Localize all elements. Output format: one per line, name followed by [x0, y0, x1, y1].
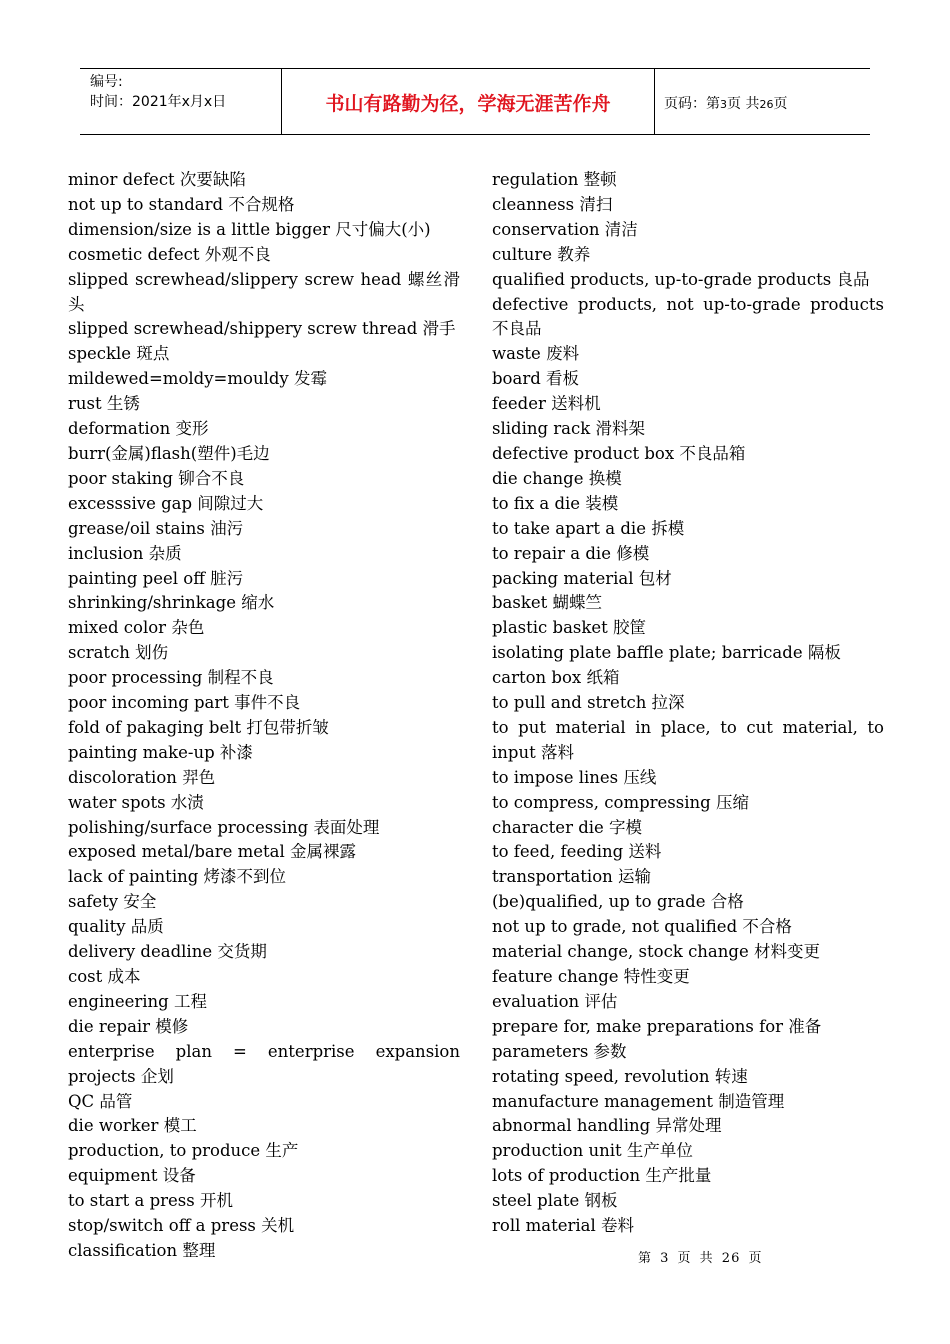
glossary-entry: to compress, compressing 压缩 — [492, 792, 749, 812]
glossary-entry: production, to produce 生产 — [68, 1141, 299, 1161]
glossary-entry: culture 教养 — [492, 244, 591, 264]
glossary-entry: defective product box 不良品箱 — [492, 443, 746, 463]
header-page-number — [664, 93, 787, 113]
glossary-entry: quality 品质 — [68, 917, 164, 937]
glossary-entry: sliding rack 滑料架 — [492, 419, 646, 439]
header-motto: 书山有路勤为径，学海无涯苦作舟 — [325, 93, 611, 115]
glossary-entry: painting peel off 脏污 — [68, 568, 244, 588]
glossary-entry: enterprise plan = enterprise expansion projects 企划 — [68, 1041, 460, 1086]
page-prefix: 页码：第 — [664, 96, 720, 112]
glossary-entry: production unit 生产单位 — [492, 1141, 693, 1161]
glossary-entry: roll material 卷料 — [492, 1216, 635, 1236]
glossary-entry: scratch 划伤 — [68, 643, 169, 663]
glossary-entry: character die 字模 — [492, 817, 643, 837]
glossary-entry: water spots 水渍 — [68, 792, 204, 812]
glossary-entry: slipped screwhead/slippery screw head 螺丝滑头 — [68, 269, 460, 314]
glossary-entry: cleanness 清扫 — [492, 194, 613, 214]
glossary-entry: die change 换模 — [492, 468, 622, 488]
glossary-entry: steel plate 钢板 — [492, 1191, 618, 1211]
glossary-entry: classification 整理 — [68, 1240, 216, 1260]
glossary-entry: stop/switch off a press 关机 — [68, 1216, 295, 1236]
glossary-entry: feature change 特性变更 — [492, 967, 690, 986]
header-divider — [654, 69, 655, 135]
glossary-entry: mildewed=moldy=mouldy 发霉 — [68, 369, 327, 389]
glossary-entry: rotating speed, revolution 转速 — [492, 1066, 748, 1086]
glossary-entry: material change, stock change 材料变更 — [492, 942, 820, 962]
glossary-entry: qualified products, up-to-grade products 良品 — [492, 269, 870, 289]
glossary-entry: to feed, feeding 送料 — [492, 842, 662, 862]
glossary-entry: to impose lines 压线 — [492, 767, 657, 787]
glossary-entry: poor processing 制程不良 — [68, 668, 274, 688]
glossary-entry: die worker 模工 — [68, 1116, 197, 1136]
glossary-entry: board 看板 — [492, 369, 580, 389]
glossary-entry: deformation 变形 — [68, 419, 209, 439]
glossary-entry: to fix a die 装模 — [492, 493, 619, 513]
glossary-entry: prepare for, make preparations for 准备 — [492, 1016, 822, 1036]
glossary-entry: poor incoming part 事件不良 — [68, 693, 301, 713]
glossary-entry: polishing/surface processing 表面处理 — [68, 817, 380, 837]
glossary-entry: speckle 斑点 — [68, 344, 170, 364]
glossary-entry: plastic basket 胶筐 — [492, 618, 647, 638]
glossary-entry: transportation 运输 — [492, 867, 652, 887]
glossary-entry: excesssive gap 间隙过大 — [68, 493, 264, 513]
glossary-entry: discoloration 羿色 — [68, 767, 216, 787]
glossary-entry: painting make-up 补漆 — [68, 742, 253, 762]
glossary-right-column — [492, 168, 884, 1239]
glossary-entry: to repair a die 修模 — [492, 543, 650, 563]
glossary-entry: engineering 工程 — [68, 991, 207, 1011]
glossary-entry: cosmetic defect 外观不良 — [68, 244, 271, 264]
glossary-entry: carton box 纸箱 — [492, 668, 620, 688]
glossary-entry: slipped screwhead/shippery screw thread 滑手 — [68, 319, 456, 339]
page-current: 3 — [720, 98, 727, 111]
glossary-entry: minor defect 次要缺陷 — [68, 170, 246, 189]
glossary-entry: parameters 参数 — [492, 1041, 627, 1061]
glossary-entry: abnormal handling 异常处理 — [492, 1116, 722, 1136]
glossary-entry: to pull and stretch 拉深 — [492, 693, 685, 713]
glossary-entry: feeder 送料机 — [492, 394, 601, 414]
glossary-entry: fold of pakaging belt 打包带折皱 — [68, 717, 329, 737]
glossary-entry: (be)qualified, up to grade 合格 — [492, 892, 744, 912]
glossary-entry: poor staking 铆合不良 — [68, 468, 245, 488]
glossary-left-column — [68, 168, 460, 1264]
date-label: 时间：2021年x月x日 — [90, 94, 227, 110]
glossary-entry: not up to standard 不合规格 — [68, 194, 295, 214]
glossary-entry: lack of painting 烤漆不到位 — [68, 867, 287, 887]
glossary-entry: QC 品管 — [68, 1091, 133, 1111]
glossary-entry: not up to grade, not qualified 不合格 — [492, 917, 792, 937]
glossary-entry: to take apart a die 拆模 — [492, 518, 685, 538]
glossary-entry: lots of production 生产批量 — [492, 1166, 712, 1186]
glossary-entry: shrinking/shrinkage 缩水 — [68, 593, 275, 613]
glossary-entry: equipment 设备 — [68, 1166, 196, 1186]
page-footer: 第 3 页 共 26 页 — [638, 1251, 763, 1266]
header-info — [90, 72, 226, 112]
glossary-entry: isolating plate baffle plate; barricade 隔板 — [492, 643, 841, 663]
glossary-entry: rust 生锈 — [68, 394, 140, 414]
glossary-entry: packing material 包材 — [492, 568, 672, 588]
page-total: 26 — [759, 98, 774, 111]
glossary-entry: basket 蝴蝶竺 — [492, 593, 603, 613]
glossary-entry: manufacture management 制造管理 — [492, 1091, 785, 1111]
glossary-entry: conservation 清洁 — [492, 219, 638, 239]
glossary-entry: inclusion 杂质 — [68, 543, 182, 563]
glossary-entry: mixed color 杂色 — [68, 618, 205, 638]
glossary-entry: regulation 整顿 — [492, 170, 617, 189]
page-middle: 页 共 — [727, 96, 760, 112]
glossary-entry: cost 成本 — [68, 967, 141, 986]
glossary-entry: dimension/size is a little bigger 尺寸偏大(小) — [68, 219, 431, 239]
page-suffix: 页 — [773, 96, 788, 112]
glossary-entry: to put material in place, to cut material, to input 落料 — [492, 717, 884, 762]
glossary-entry: grease/oil stains 油污 — [68, 518, 244, 538]
glossary-entry: to start a press 开机 — [68, 1191, 233, 1211]
glossary-entry: defective products, not up-to-grade products 不良品 — [492, 294, 884, 339]
glossary-entry: waste 废料 — [492, 344, 580, 364]
page-header — [80, 68, 870, 135]
glossary-entry: safety 安全 — [68, 892, 157, 912]
glossary-entry: burr(金属)flash(塑件)毛边 — [68, 443, 270, 463]
glossary-entry: die repair 模修 — [68, 1016, 189, 1036]
glossary-entry: exposed metal/bare metal 金属裸露 — [68, 842, 357, 862]
glossary-entry: delivery deadline 交货期 — [68, 942, 267, 962]
serial-number-label: 编号: — [90, 74, 123, 90]
glossary-entry: evaluation 评估 — [492, 991, 618, 1011]
